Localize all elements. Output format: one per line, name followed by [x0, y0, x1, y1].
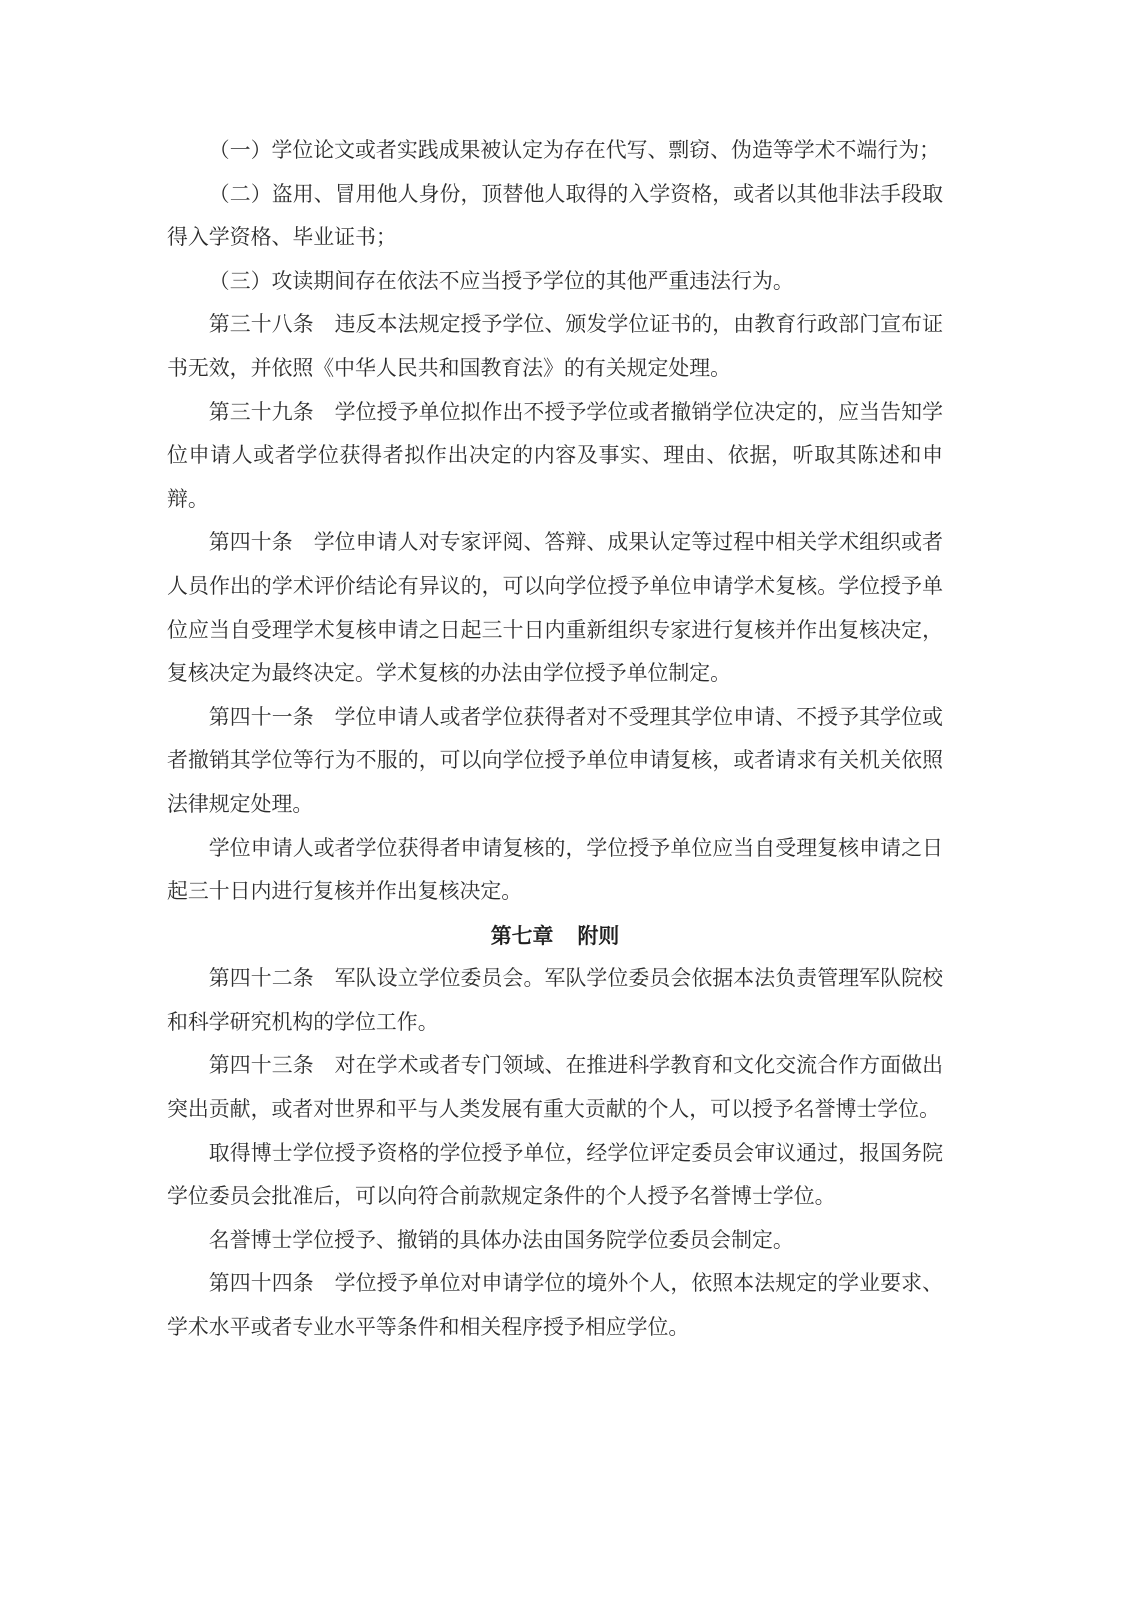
article-41-paragraph-2: 学位申请人或者学位获得者申请复核的，学位授予单位应当自受理复核申请之日起三十日内进行复核并作出复核决定。 [167, 835, 943, 904]
article-43: 第四十三条 对在学术或者专门领域、在推进科学教育和文化交流合作方面做出突出贡献，或者对世界和平与人类发展有重大贡献的个人，可以授予名誉博士学位。 [167, 1053, 943, 1122]
list-item-misconduct: （一）学位论文或者实践成果被认定为存在代写、剽窃、伪造等学术不端行为； [208, 138, 940, 162]
document-page [167, 129, 943, 1350]
article-38: 第三十八条 违反本法规定授予学位、颁发学位证书的，由教育行政部门宣布证书无效，并依照《中华人民共和国教育法》的有关规定处理。 [167, 312, 943, 380]
article-44: 第四十四条 学位授予单位对申请学位的境外个人，依照本法规定的学业要求、学术水平或者专业水平等条件和相关程序授予相应学位。 [167, 1271, 943, 1340]
article-42: 第四十二条 军队设立学位委员会。军队学位委员会依据本法负责管理军队院校和科学研究机构的学位工作。 [167, 966, 943, 1034]
list-item-identity-fraud: （二）盗用、冒用他人身份，顶替他人取得的入学资格，或者以其他非法手段取得入学资格、毕业证书； [167, 181, 943, 250]
list-item-other-violations: （三）攻读期间存在依法不应当授予学位的其他严重违法行为。 [208, 268, 794, 293]
article-43-paragraph-2: 取得博士学位授予资格的学位授予单位，经学位评定委员会审议通过，报国务院学位委员会批准后，可以向符合前款规定条件的个人授予名誉博士学位。 [167, 1140, 943, 1209]
chapter-heading [167, 914, 943, 958]
chapter-title: 附则 [577, 922, 620, 948]
article-40: 第四十条 学位申请人对专家评阅、答辩、成果认定等过程中相关学术组织或者人员作出的学术评价结论有异议的，可以向学位授予单位申请学术复核。学位授予单位应当自受理学术复核申请之日起三十日内重新组织专家进行复核并作出复核决定，复核决定为最终决定。学术复核的办法由学位授予单位制定。 [167, 530, 943, 686]
article-43-paragraph-3: 名誉博士学位授予、撤销的具体办法由国务院学位委员会制定。 [208, 1227, 794, 1252]
article-39: 第三十九条 学位授予单位拟作出不授予学位或者撤销学位决定的，应当告知学位申请人或者学位获得者拟作出决定的内容及事实、理由、依据，听取其陈述和申辩。 [167, 399, 943, 511]
chapter-number: 第七章 [490, 922, 554, 948]
article-41: 第四十一条 学位申请人或者学位获得者对不受理其学位申请、不授予其学位或者撤销其学位等行为不服的，可以向学位授予单位申请复核，或者请求有关机关依照法律规定处理。 [167, 704, 943, 816]
